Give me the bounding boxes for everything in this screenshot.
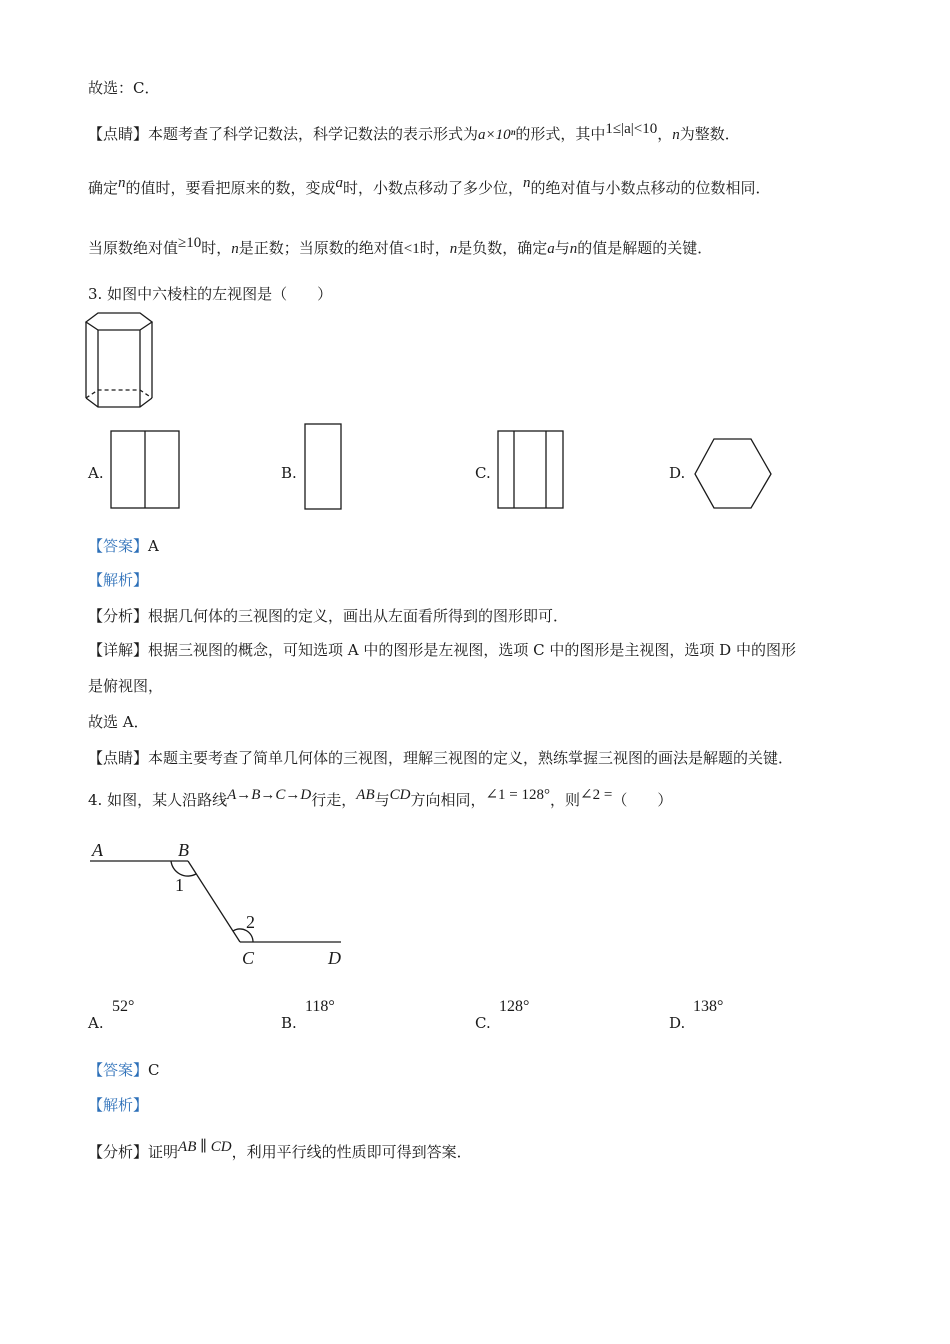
q4-stem: 4. 如图，某人沿路线A→B→C→D行走，AB与CD方向相同，∠1 = 128°，则∠2 =（ ）	[88, 787, 673, 809]
q3-dianjing: 【点睛】本题主要考查了简单几何体的三视图，理解三视图的定义，熟练掌握三视图的画法是解题的关键．	[88, 749, 794, 767]
q3-option-b-label: B.	[281, 464, 297, 482]
hexagonal-prism-figure	[84, 310, 156, 410]
fig-label-1: 1	[175, 875, 184, 895]
q3-option-d-label: D.	[669, 464, 686, 482]
q4-route-figure	[88, 838, 358, 973]
q3-option-a-label: A.	[88, 464, 104, 482]
q3-option-a-figure	[110, 430, 182, 510]
q4-option-a: A. 52°	[88, 998, 135, 1032]
dianjing-paragraph-2: 确定n的值时，要看把原来的数，变成a时，小数点移动了多少位，n的绝对值与小数点移动的位数相同．	[88, 175, 771, 197]
q4-answer: 【答案】C	[88, 1061, 160, 1079]
q4-jiexi-tag: 【解析】	[88, 1096, 149, 1114]
tag-daan: 【答案】	[88, 537, 149, 555]
fig-label-a: A	[92, 840, 103, 860]
q3-guxuan: 故选 A．	[88, 713, 149, 731]
fig-label-c: C	[242, 948, 255, 968]
q3-jiexi-tag: 【解析】	[88, 571, 149, 589]
dianjing-paragraph-1: 【点睛】本题考查了科学记数法，科学记数法的表示形式为a×10ⁿ的形式，其中1≤|a|<10，n为整数．	[88, 121, 740, 143]
q4-option-c: C. 128°	[475, 998, 530, 1032]
q3-option-c-label: C.	[475, 464, 491, 482]
q3-fenxi: 【分析】根据几何体的三视图的定义，画出从左面看所得到的图形即可．	[88, 607, 569, 625]
q3-xiangjie-cont: 是俯视图，	[88, 677, 164, 695]
q4-fenxi: 【分析】证明AB ∥ CD，利用平行线的性质即可得到答案．	[88, 1139, 472, 1161]
guxuan-c: 故选：C．	[88, 79, 160, 97]
q3-option-d-figure	[693, 438, 773, 510]
fig-label-b: B	[178, 840, 189, 860]
q3-answer: 【答案】A	[88, 537, 159, 555]
q3-option-b-figure	[304, 423, 344, 511]
q3-xiangjie: 【详解】根据三视图的概念，可知选项 A 中的图形是左视图，选项 C 中的图形是主视图，选项 D 中的图形	[88, 641, 796, 659]
q3-stem: 3. 如图中六棱柱的左视图是（ ）	[88, 285, 333, 303]
q4-option-b: B. 118°	[281, 998, 335, 1032]
q3-option-c-figure	[497, 430, 567, 510]
q4-option-d: D. 138°	[669, 998, 724, 1032]
fig-label-2: 2	[246, 912, 255, 932]
fig-label-d: D	[328, 948, 341, 968]
dianjing-paragraph-3: 当原数绝对值≥10时，n是正数；当原数的绝对值<1时，n是负数，确定a与n的值是解题的关键．	[88, 235, 713, 257]
tag-dianjing: 【点睛】	[88, 125, 149, 143]
